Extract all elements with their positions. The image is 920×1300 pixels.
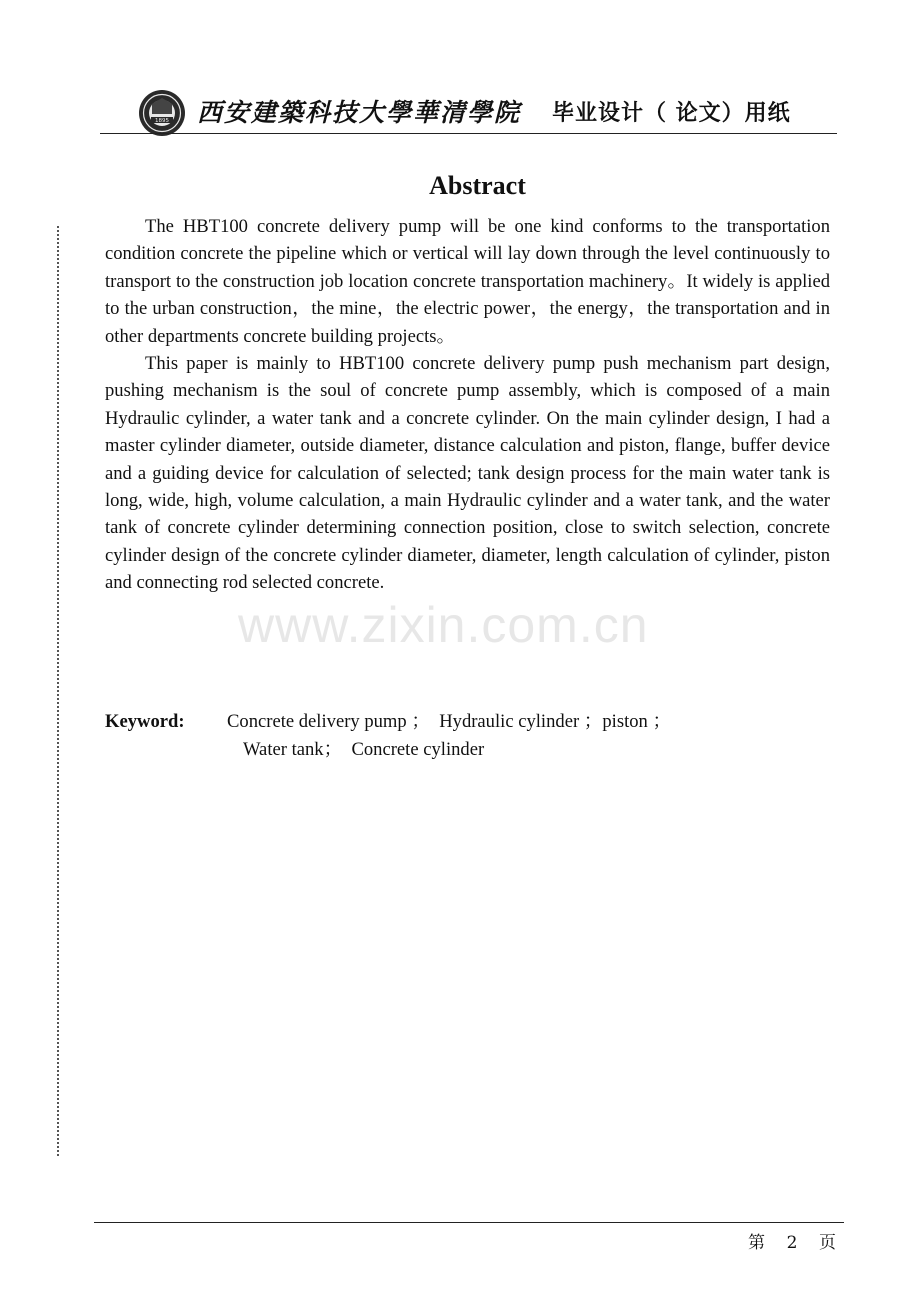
- keywords-block: [105, 708, 830, 764]
- page-number: 第 2 页: [748, 1233, 837, 1253]
- page-title: Abstract: [429, 171, 526, 200]
- abstract-body: [105, 213, 830, 597]
- university-seal-icon: [138, 89, 186, 137]
- watermark: www.zixin.com.cn: [238, 597, 649, 653]
- keywords-line-1: [105, 708, 830, 736]
- keywords-text-2: Water tank； Concrete cylinder: [243, 739, 485, 760]
- header-suffix: 毕业设计（ 论文）用纸: [552, 101, 791, 126]
- seal-year: 1895: [155, 118, 169, 124]
- school-name: 西安建築科技大學華清學院: [197, 98, 522, 127]
- footer-divider: [94, 1222, 844, 1223]
- keywords-label: Keyword:: [105, 711, 185, 732]
- abstract-paragraph-1: The HBT100 concrete delivery pump will be one kind conforms to the transportation condition concrete the pipeline which or vertical will lay down through the level continuously to transport to the construction job location concrete transportation machinery。It widely is applied to the urban construction，the mine，the electric power，the energy，the transportation and in other departments concrete building projects。: [105, 216, 830, 347]
- keywords-text-1: Concrete delivery pump ； Hydraulic cylinder ；piston ；: [227, 711, 672, 732]
- abstract-paragraph-2: This paper is mainly to HBT100 concrete delivery pump push mechanism part design, pushing mechanism is the soul of concrete pump assembly, which is composed of a main Hydraulic cylinder, a water tank and a concrete cylinder. On the main cylinder design, I had a master cylinder diameter, outside diameter, distance calculation and piston, flange, buffer device and a guiding device for calculation of selected; tank design process for the main water tank is long, wide, high, volume calculation, a main Hydraulic cylinder and a water tank, and the water tank of concrete cylinder determining connection position, close to switch selection, concrete cylinder design of the concrete cylinder diameter, diameter, length calculation of cylinder, piston and connecting rod selected concrete.: [105, 353, 830, 594]
- page-header: [100, 84, 837, 134]
- binding-dotted-line: [57, 226, 59, 1156]
- header-divider: [100, 133, 837, 134]
